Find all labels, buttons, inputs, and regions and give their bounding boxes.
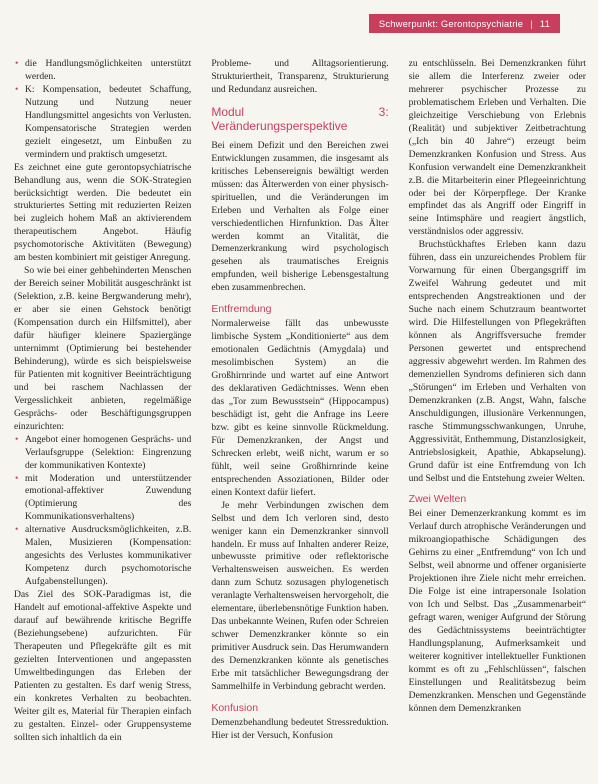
paragraph: zu entschlüsseln. Bei Demenzkranken führt sie allem die Interferenz zweier oder mehrerer psychischer Prozesse zu problematischem Erleben und Verhalten. Die gleichzeitige Verschiebung von Erlebnis (Realität) und subjektiver Zeitbetrachtung („Ich bin 40 Jahre“) erzeugt beim Demenzkranken Konfusion und Stress. Aus Konfusion verwandelt eine Demenzkrankheit z.B. die Mitarbeiterin einer Pflegeeinrichtung oder bei der Körperpflege. Der Kranke empfindet das als Angriff oder Eingriff in seine Intimsphäre und reagiert ängstlich, verständnislos oder aggressiv.: [408, 58, 586, 238]
paragraph: Bruchstückhaftes Erleben kann dazu führen, dass ein unzureichendes Problem für Vorwarnung für einen Übergangsgriff im Zweifel Wahrung gedeutet und mit entsprechenden Angstreaktionen und der Suche nach einem Schutzraum beantwortet wird. Die Hilfestellungen von Pflegekräften können als Angriffsversuche fremder Personen gewertet und entsprechend aggressiv abgewehrt werden. Im Rahmen des demenziellen Syndroms definieren sich dann „Störungen“ im Erleben und Verhalten von Demenzkranken (z.B. Angst, Wahn, falsche Anschuldigungen, illusionäre Verkennungen, rasche Stimmungsschwankungen, Unruhe, Aggressivität, Enthemmung, Distanzlosigkeit, Antriebslosigkeit, Apathie, Abkapselung). Grund dafür ist eine Entfremdung von Ich und Selbst und die Entstehung zweier Welten.: [408, 239, 586, 484]
header-section-title: Schwerpunkt: Gerontopsychiatrie: [378, 18, 524, 29]
column-3: [409, 58, 586, 784]
bullet-item: • mit Moderation und unterstützender emotional-affektiver Zuwendung (Optimierung des Kommunikationsverhaltens): [25, 473, 191, 525]
column-2: [211, 58, 388, 784]
paragraph: Demenzbehandlung bedeutet Stressreduktion. Hier ist der Versuch, Konfusion: [211, 716, 389, 741]
paragraph: Normalerweise fällt das unbewusste limbische System „Konditionierte“ aus dem emotionalen Gedächtnis (Amygdala) und mesolimbischen System) an die Großhirnrinde und wartet auf eine Antwort des deklarativen Gedächtnisses. Wenn eben das „Tor zum Bewusstsein“ (Hippocampus) beschädigt ist, geht die Anfrage ins Leere bzw. gibt es keine sinnvolle Rückmeldung. Für Demenzkranken, der Angst und Schrecken erlebt, weiß nicht, warum er so fühlt, weil seine Großhirnrinde keine entsprechenden Assoziationen, Bilder oder einen Kontext dafür liefert.: [211, 318, 389, 498]
paragraph: Das Ziel des SOK-Paradigmas ist, die Handelt auf emotional-affektive Aspekte und darauf auf bewährende kritische Begriffe (Beziehungsebene) aufzurichten. Für Therapeuten und Pflegekräfte gilt es mit gezielten Interventionen und angepassten Umweltbedingungen das Erleben der Patienten zu gestalten. Es darf wenig Stress, ein konkretes Verhalten zu beobachten. Weiter gilt es, Material für Therapien einfach zu gestalten. Einzel- oder Gruppensysteme sollten sich inhaltlich da ein: [14, 589, 192, 743]
paragraph: Probleme- und Alltagsorientierung. Strukturiertheit, Transparenz, Strukturierung und Redundanz ausreichen.: [211, 58, 389, 95]
bullet-item: • K: Kompensation, bedeutet Schaffung, Nutzung und Nutzung neuer Handlungsmittel angesichts von Verlusten. Kompensatorische Strategien werden gezielt eingesetzt, um Einbußen zu vermindern und praktisch umgesetzt.: [25, 84, 191, 162]
bullet-list-top: [14, 58, 191, 162]
page-number: 11: [539, 18, 550, 29]
subheading: Zwei Welten: [408, 493, 467, 506]
column-1: [14, 58, 191, 784]
paragraph: Bei einer Demenzerkrankung kommt es im Verlauf durch atrophische Veränderungen und mikroangiopathische Schädigungen des Gehirns zu einer „Entfremdung“ von Ich und Selbst, weil abnorme und offener organisierte Projektionen ihre Ziele nicht mehr erreichen. Die Folge ist eine intrapersonale Isolation von Ich und Selbst. Das „Zusammenarbeit“ gefragt waren, weniger Aufgrund der Störung des Gedächtnissystems beeinträchtigter Handlungsplanung, Aufmerksamkeit und weiterer kognitiver intellektueller Funktionen kommt es oft zu „Fehlschlüssen“, falschen Einstellungen und Realitätsbezug beim Demenzkranken. Menschen und Gegenstände können dem Demenzkranken: [408, 508, 586, 714]
subheading: Entfremdung: [211, 303, 272, 316]
subheading: Konfusion: [211, 701, 259, 714]
paragraph: So wie bei einer gehbehinderten Menschen der Bereich seiner Mobilität ausgeschränkt ist (Selektion, z.B. keine Bergwanderung mehr), er aber sie einen Gehstock benötigt (Kompensation durch ein Hilfsmittel), aber dafür häufiger kleinere Spaziergänge unternimmt (Optimierung bei bestehender Behinderung), würde es sich beispielsweise für Patienten mit kognitiver Beeinträchtigung und bei raschem Nachlassen der Vergesslichkeit anbieten, regelmäßige Gesprächs- oder Beschäftigungsgruppen einzurichten:: [14, 265, 192, 432]
text-columns: [14, 58, 586, 784]
header-separator: |: [530, 18, 533, 29]
section-heading: Modul 3: Veränderungsperspektive: [211, 104, 389, 134]
bullet-item: • die Handlungsmöglichkeiten unterstützt werden.: [25, 58, 191, 84]
bullet-item: • alternative Ausdrucksmöglichkeiten, z.B. Malen, Musizieren (Kompensation: angesichts des Verlustes kommunikativer Kompetenz durch psychomotorische Aufgabenstellungen).: [25, 524, 191, 589]
paragraph: Es zeichnet eine gute gerontopsychiatrische Behandlung aus, wenn die SOK-Strategien berücksichtigt werden. Die bedeutet ein strukturiertes Setting mit reduzierten Reizen bei zugleich hohem Maß an aktivierendem therapeutischem Angebot. Häufig psychomotorische Aktivitäten (Bewegung) am besten kombiniert mit geistiger Anregung.: [14, 161, 192, 264]
paragraph: Je mehr Verbindungen zwischen dem Selbst und dem Ich verloren sind, desto weniger kann ein Demenzkranker sinnvoll handeln. Er muss auf Inhalten anderer Reize, unbewusste primitive oder reflektorische Verhaltensweisen ausweichen. Es werden dann zum Schutz sozusagen phylogenetisch veranlagte Verhaltensweisen hervorgeholt, die elementare, überlebensnötige Funktion haben. Das unbekannte Weinen, Rufen oder Schreien schwer Demenzkranker könnte so ein primitiver Ausdruck sein. Das Herumwandern des Demenzkranken könnte als genetisches Erbe mit tatsächlicher Bewegungsdrang der Sammelhilfe in Verbindung gebracht werden.: [211, 499, 389, 692]
paragraph: Bei einem Defizit und den Bereichen zwei Entwicklungen zusammen, die insgesamt als kritisches Lebensereignis bewältigt werden müssen: das Älterwerden von einer physisch-spirituellen, und die Veränderungen im Erleben und Verhalten als Folge einer verschiedentlichen Hirnfunktion. Das Älter werden kommt an Vitalität, die Demenzerkrankung wird psychologisch gesehen als traumatisches Ereignis empfunden, weil bisherige Lebensgestaltung eben zusammenbrechen.: [211, 139, 389, 294]
running-header: [369, 14, 560, 33]
bullet-item: • Angebot einer homogenen Gesprächs- und Verlaufsgruppe (Selektion: Eingrenzung der kommunikativen Kontexte): [25, 434, 191, 473]
bullet-list: [14, 434, 191, 589]
